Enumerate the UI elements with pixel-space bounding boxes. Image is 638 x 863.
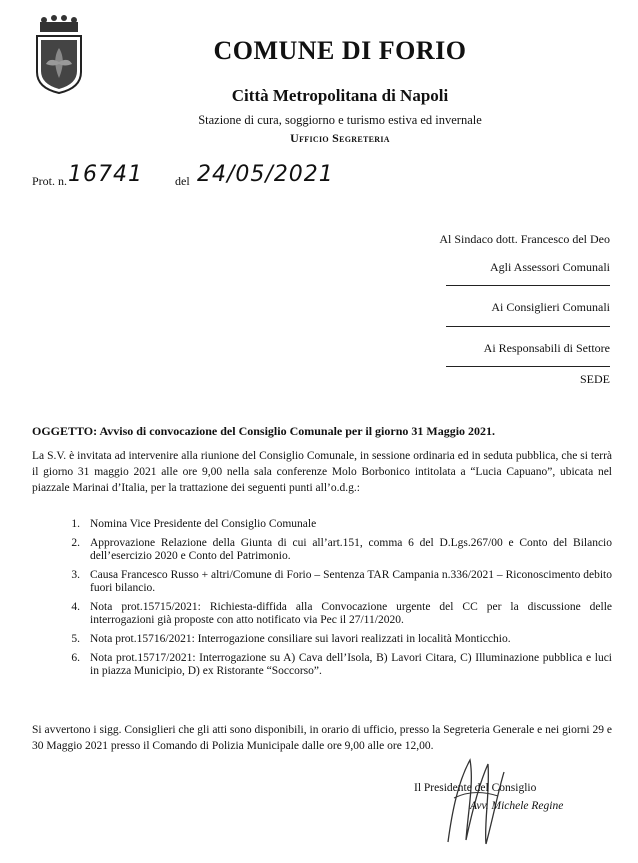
- agenda-number: 2.: [71, 537, 80, 549]
- agenda-text: Nota prot.15715/2021: Richiesta-diffida alla Convocazione urgente del CC per la discussione delle interrogazioni già proposte con atto notificato via Pec il 27/11/2020.: [90, 601, 612, 626]
- office-name: Ufficio Segreteria: [290, 131, 390, 145]
- protocol-date: 24/05/2021: [197, 162, 334, 187]
- agenda-text: Nota prot.15716/2021: Interrogazione consiliare sui lavori realizzati in località Monticchio.: [90, 633, 511, 645]
- recipient-consiglieri: Ai Consiglieri Comunali: [491, 300, 610, 314]
- agenda-text: Approvazione Relazione della Giunta di cui all’art.151, comma 6 del D.Lgs.267/00 e Conto del Bilancio dell’esercizio 2020 e Conto del Patrimonio.: [90, 537, 612, 562]
- agenda-number: 4.: [71, 601, 80, 613]
- divider: [446, 326, 610, 327]
- agenda-number: 3.: [71, 569, 80, 581]
- page-title: COMUNE DI FORIO: [213, 36, 467, 65]
- signature-name: Avv. Michele Regine: [470, 800, 564, 812]
- agenda-text: Causa Francesco Russo + altri/Comune di Forio – Sentenza TAR Campania n.336/2021 – Riconoscimento debito fuori bilancio.: [90, 569, 612, 594]
- list-item: [32, 633, 612, 646]
- date-label: del: [175, 174, 190, 188]
- agenda-text: Nota prot.15717/2021: Interrogazione su A) Cava dell’Isola, B) Lavori Citara, C) Illuminazione pubblica e luci in piazza Municipio, D) ex Ristorante “Soccorso”.: [90, 652, 612, 677]
- recipient-responsabili: Ai Responsabili di Settore: [483, 341, 610, 355]
- intro-paragraph: La S.V. è invitata ad intervenire alla riunione del Consiglio Comunale, in sessione ordinaria ed in seduta pubblica, che si terrà il giorno 31 maggio 2021 alle ore 9,00 nella sala conferenze Molo Borbonico intitolata a “Lucia Capuano”, ubicata nel piazzale Marinai d’Italia, per la trattazione dei seguenti punti all’o.d.g.:: [32, 450, 612, 494]
- list-item: [32, 537, 612, 563]
- list-item: [32, 652, 612, 678]
- recipient-sede: SEDE: [580, 372, 610, 386]
- agenda-number: 6.: [71, 652, 80, 664]
- list-item: [32, 601, 612, 627]
- divider: [446, 366, 610, 367]
- signature-role: Il Presidente del Consiglio: [414, 782, 537, 794]
- agenda-list: [32, 518, 612, 678]
- protocol-label: Prot. n.: [32, 174, 68, 188]
- recipient-assessori: Agli Assessori Comunali: [489, 260, 610, 274]
- subject-line: OGGETTO: Avviso di convocazione del Consiglio Comunale per il giorno 31 Maggio 2021.: [32, 424, 496, 438]
- list-item: [32, 518, 612, 531]
- agenda-number: 5.: [71, 633, 80, 645]
- protocol-number: 16741: [68, 162, 143, 187]
- divider: [446, 285, 610, 286]
- agenda-number: 1.: [71, 518, 80, 530]
- agenda-text: Nomina Vice Presidente del Consiglio Comunale: [90, 518, 317, 530]
- coat-of-arms-icon: [34, 14, 84, 94]
- tagline: Stazione di cura, soggiorno e turismo estiva ed invernale: [198, 113, 482, 127]
- recipient-sindaco: Al Sindaco dott. Francesco del Deo: [439, 232, 610, 246]
- closing-paragraph: Si avvertono i sigg. Consiglieri che gli atti sono disponibili, in orario di ufficio, presso la Segreteria Generale e nei giorni 29 e 30 Maggio 2021 presso il Comando di Polizia Municipale dalle ore 9,00 alle ore 12,00.: [32, 724, 612, 752]
- list-item: [32, 569, 612, 595]
- subtitle: Città Metropolitana di Napoli: [231, 86, 449, 105]
